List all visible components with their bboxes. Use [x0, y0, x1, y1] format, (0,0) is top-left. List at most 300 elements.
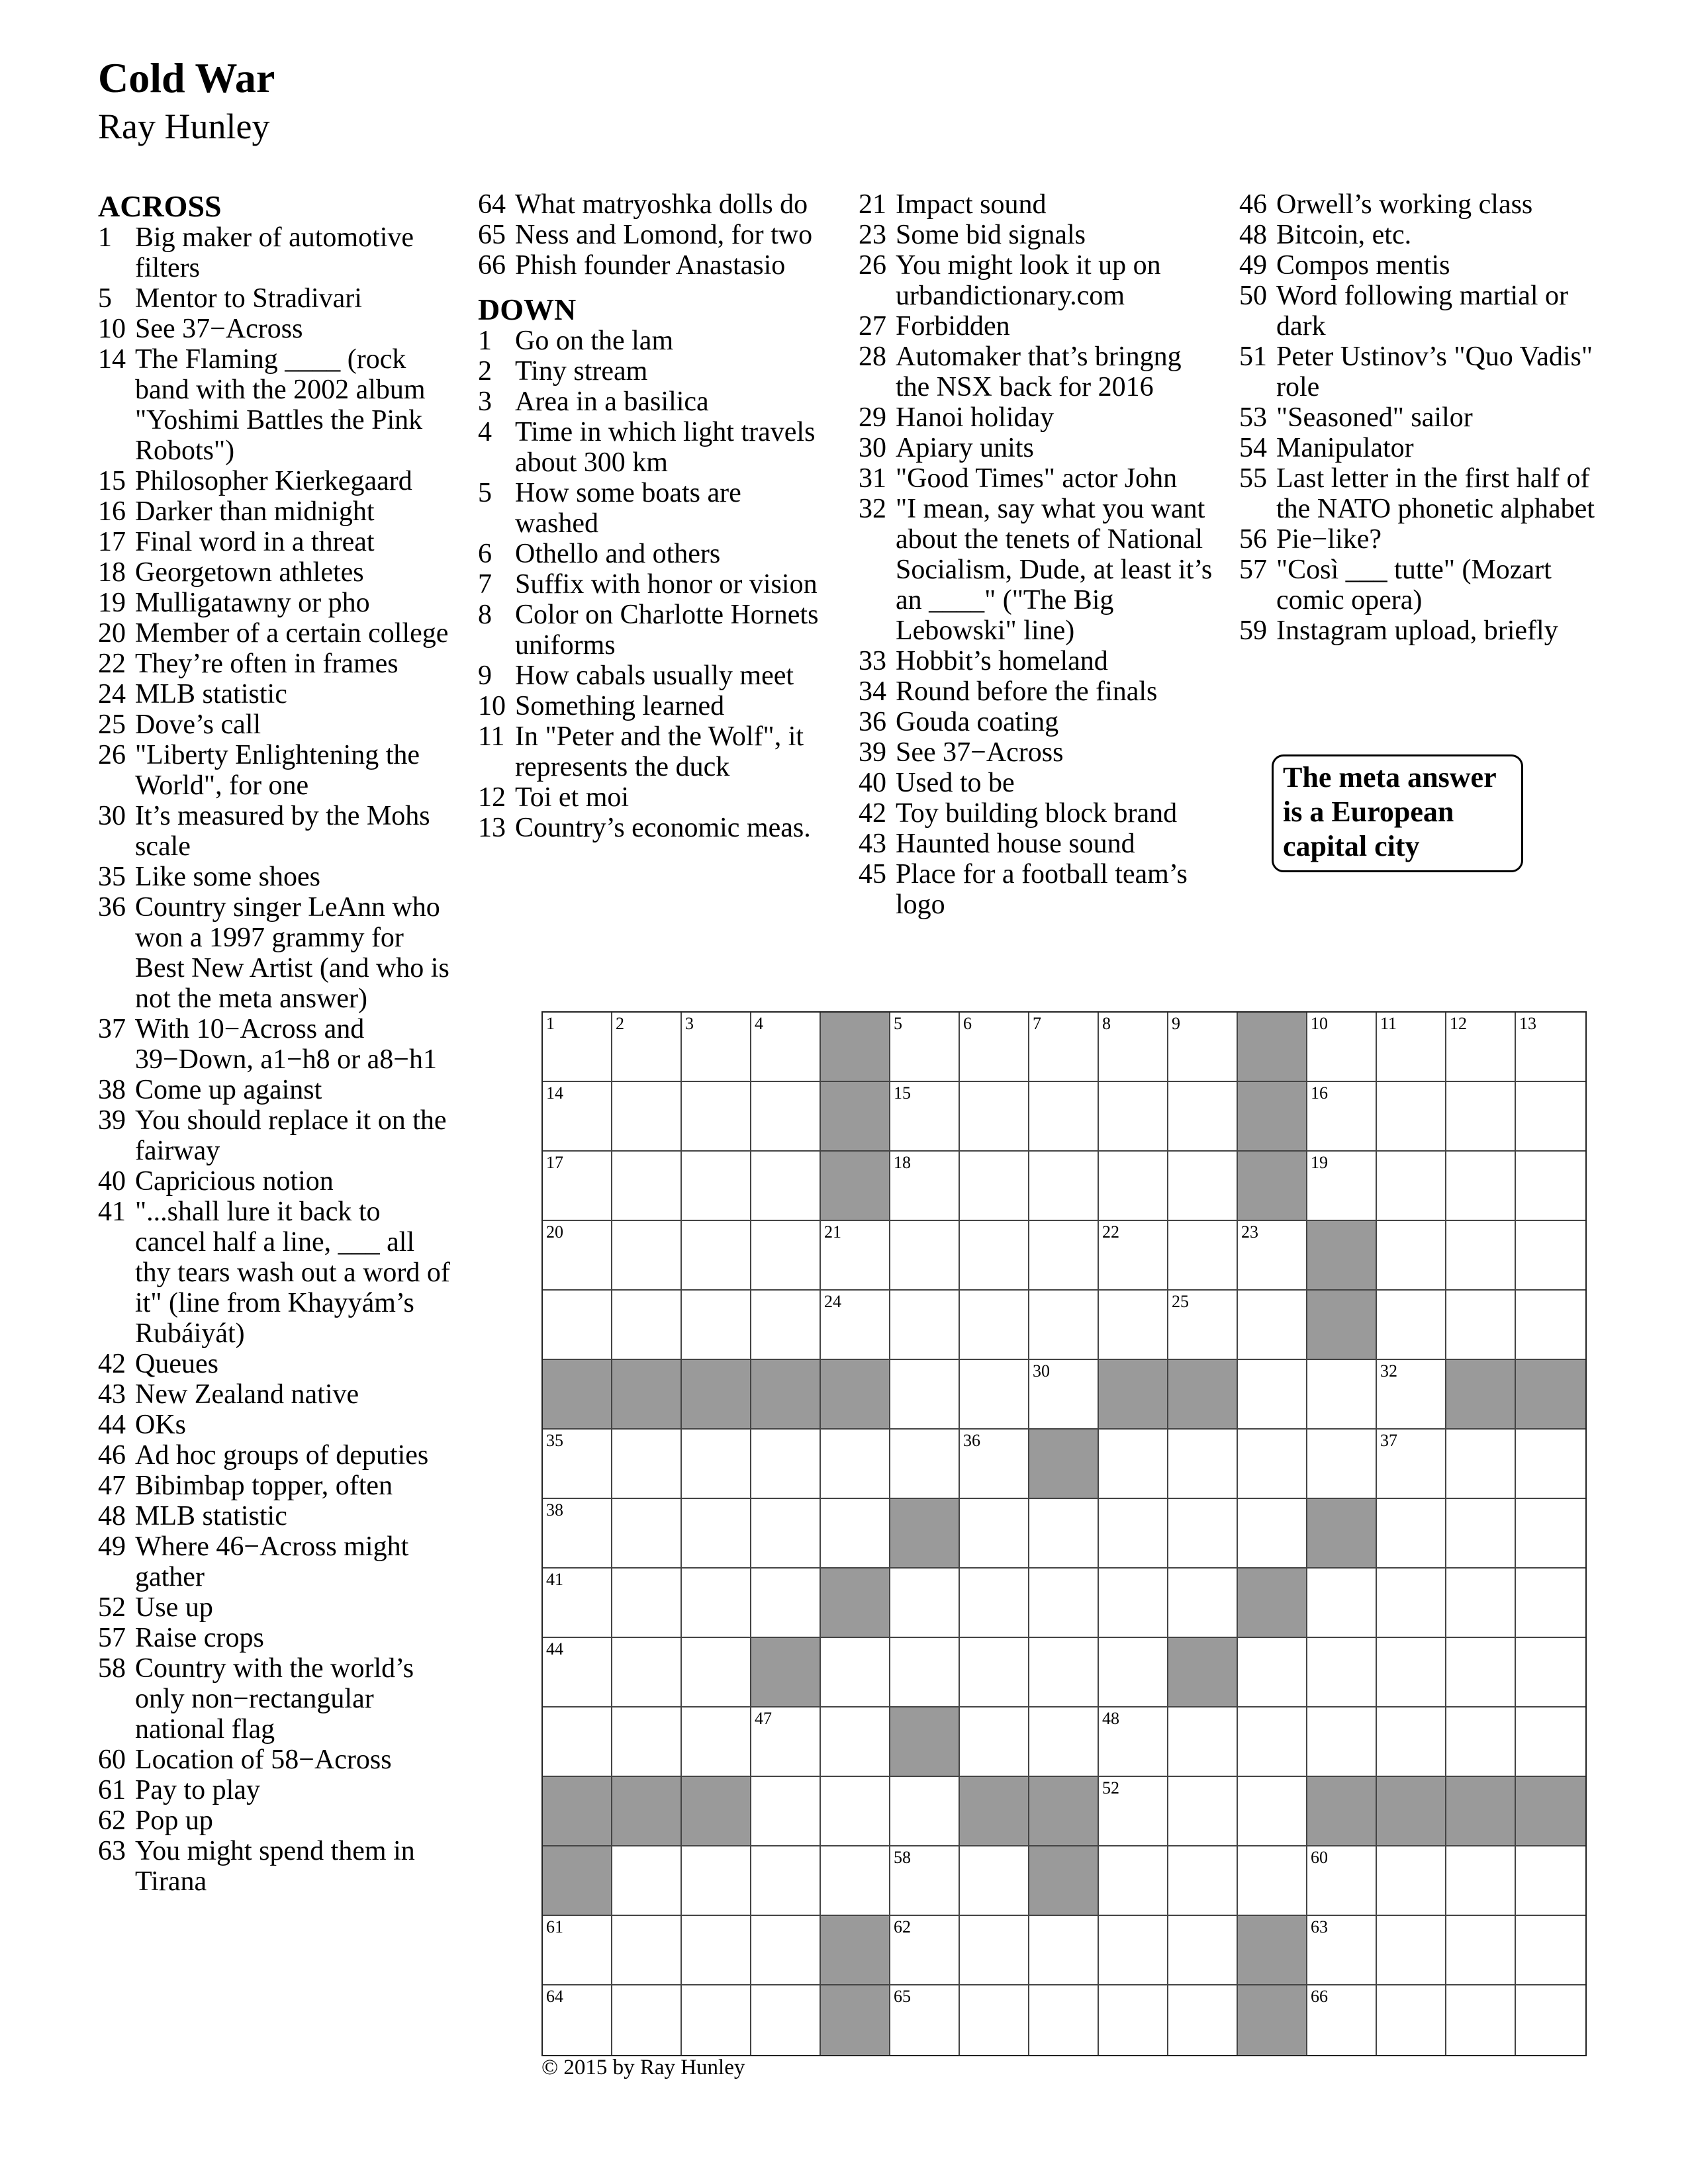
clue-text: Hobbit’s homeland	[896, 646, 1108, 676]
clue-down-55[interactable]	[1239, 463, 1597, 524]
clue-down-4[interactable]	[478, 417, 822, 478]
grid-cell[interactable]	[1168, 1221, 1238, 1291]
grid-cell[interactable]	[1446, 1707, 1516, 1777]
clue-down-29[interactable]	[859, 402, 1216, 433]
grid-cell[interactable]	[960, 1846, 1029, 1916]
grid-cell[interactable]	[682, 1082, 751, 1152]
grid-cell[interactable]	[543, 1082, 612, 1152]
black-square	[821, 1569, 890, 1638]
clue-down-12[interactable]	[478, 782, 822, 813]
grid-cell[interactable]	[612, 1499, 682, 1569]
clue-down-23[interactable]	[859, 220, 1216, 250]
clue-text: "Seasoned" sailor	[1276, 402, 1473, 433]
grid-cell[interactable]	[890, 1291, 960, 1360]
grid-cell[interactable]	[1377, 1430, 1446, 1499]
clue-number: 59	[1239, 615, 1267, 646]
grid-cell[interactable]	[1168, 1916, 1238, 1985]
grid-cell[interactable]	[821, 1499, 890, 1569]
grid-cell[interactable]	[890, 1221, 960, 1291]
grid-cell[interactable]	[682, 1707, 751, 1777]
grid-cell[interactable]	[960, 1499, 1029, 1569]
clue-column-4	[1239, 189, 1597, 646]
clue-down-27[interactable]	[859, 311, 1216, 341]
clue-number: 40	[98, 1166, 126, 1197]
clue-text: Location of 58−Across	[135, 1745, 392, 1775]
grid-cell[interactable]	[890, 1638, 960, 1707]
clue-down-11[interactable]	[478, 721, 822, 782]
grid-cell[interactable]	[1516, 1082, 1585, 1152]
grid-cell[interactable]	[1446, 1846, 1516, 1916]
clue-across-1[interactable]	[98, 222, 455, 283]
clue-across-43[interactable]	[98, 1379, 455, 1410]
grid-cell[interactable]	[1029, 1013, 1099, 1082]
grid-cell[interactable]	[1377, 1707, 1446, 1777]
grid-cell[interactable]	[1446, 1569, 1516, 1638]
grid-cell[interactable]	[1238, 1291, 1307, 1360]
grid-cell[interactable]	[1099, 1985, 1168, 2055]
cell-number: 47	[755, 1709, 772, 1728]
clue-across-39[interactable]	[98, 1105, 455, 1166]
clue-down-6[interactable]	[478, 539, 822, 569]
grid-cell[interactable]	[1307, 1013, 1377, 1082]
grid-cell[interactable]	[890, 1360, 960, 1430]
clue-number: 46	[98, 1440, 126, 1471]
clue-across-10[interactable]	[98, 314, 455, 344]
clue-down-5[interactable]	[478, 478, 822, 539]
grid-cell[interactable]	[960, 1985, 1029, 2055]
grid-cell[interactable]	[612, 1291, 682, 1360]
grid-cell[interactable]	[890, 1916, 960, 1985]
grid-cell[interactable]	[890, 1082, 960, 1152]
clue-down-42[interactable]	[859, 798, 1216, 829]
grid-cell[interactable]	[612, 1013, 682, 1082]
clue-across-65[interactable]	[478, 220, 822, 250]
grid-cell[interactable]	[751, 1985, 821, 2055]
grid-cell[interactable]	[682, 1152, 751, 1221]
clue-number: 52	[98, 1592, 126, 1623]
grid-cell[interactable]	[1029, 1221, 1099, 1291]
grid-cell[interactable]	[751, 1569, 821, 1638]
cell-number: 52	[1102, 1778, 1119, 1797]
clue-across-61[interactable]	[98, 1775, 455, 1805]
grid-cell[interactable]	[543, 1638, 612, 1707]
grid-cell[interactable]	[890, 1846, 960, 1916]
grid-cell[interactable]	[1099, 1777, 1168, 1846]
clue-across-58[interactable]	[98, 1653, 455, 1745]
grid-cell[interactable]	[1377, 1221, 1446, 1291]
clue-down-8[interactable]	[478, 600, 822, 660]
grid-cell[interactable]	[751, 1707, 821, 1777]
grid-cell[interactable]	[751, 1430, 821, 1499]
grid-cell[interactable]	[612, 1152, 682, 1221]
grid-cell[interactable]	[1099, 1569, 1168, 1638]
clue-down-49[interactable]	[1239, 250, 1597, 281]
clue-number: 48	[1239, 220, 1267, 250]
grid-cell[interactable]	[1516, 1569, 1585, 1638]
grid-cell[interactable]	[543, 1013, 612, 1082]
cell-number: 24	[824, 1292, 841, 1311]
grid-cell[interactable]	[682, 1499, 751, 1569]
grid-cell[interactable]	[1168, 1569, 1238, 1638]
grid-cell[interactable]	[1099, 1638, 1168, 1707]
clue-text: Pie−like?	[1276, 524, 1382, 555]
grid-cell[interactable]	[1377, 1846, 1446, 1916]
grid-cell[interactable]	[1168, 1152, 1238, 1221]
grid-cell[interactable]	[960, 1360, 1029, 1430]
grid-cell[interactable]	[1029, 1291, 1099, 1360]
grid-cell[interactable]	[1377, 1638, 1446, 1707]
grid-cell[interactable]	[1307, 1569, 1377, 1638]
clue-across-26[interactable]	[98, 740, 455, 801]
grid-cell[interactable]	[1446, 1013, 1516, 1082]
grid-cell[interactable]	[543, 1221, 612, 1291]
clue-across-62[interactable]	[98, 1805, 455, 1836]
clue-across-30[interactable]	[98, 801, 455, 862]
grid-cell[interactable]	[821, 1707, 890, 1777]
grid-cell[interactable]	[682, 1916, 751, 1985]
clue-across-14[interactable]	[98, 344, 455, 466]
grid-cell[interactable]	[1029, 1152, 1099, 1221]
clue-number: 62	[98, 1805, 126, 1836]
grid-cell[interactable]	[1516, 1985, 1585, 2055]
grid-cell[interactable]	[1029, 1985, 1099, 2055]
grid-cell[interactable]	[612, 1638, 682, 1707]
black-square	[1029, 1846, 1099, 1916]
clue-down-54[interactable]	[1239, 433, 1597, 463]
grid-cell[interactable]	[1099, 1499, 1168, 1569]
grid-cell[interactable]	[821, 1846, 890, 1916]
grid-cell[interactable]	[1307, 1846, 1377, 1916]
grid-cell[interactable]	[1307, 1916, 1377, 1985]
grid-cell[interactable]	[821, 1430, 890, 1499]
grid-cell[interactable]	[1168, 1985, 1238, 2055]
grid-cell[interactable]	[543, 1152, 612, 1221]
grid-cell[interactable]	[1099, 1916, 1168, 1985]
clue-down-46[interactable]	[1239, 189, 1597, 220]
grid-cell[interactable]	[751, 1291, 821, 1360]
clue-across-52[interactable]	[98, 1592, 455, 1623]
clue-down-31[interactable]	[859, 463, 1216, 494]
clue-number: 44	[98, 1410, 126, 1440]
grid-cell[interactable]	[1099, 1082, 1168, 1152]
grid-cell[interactable]	[682, 1846, 751, 1916]
grid-cell[interactable]	[1307, 1152, 1377, 1221]
grid-cell[interactable]	[960, 1430, 1029, 1499]
clue-down-51[interactable]	[1239, 341, 1597, 402]
grid-cell[interactable]	[751, 1846, 821, 1916]
clue-number: 32	[859, 494, 886, 524]
grid-cell[interactable]	[960, 1569, 1029, 1638]
clue-across-17[interactable]	[98, 527, 455, 557]
clue-across-40[interactable]	[98, 1166, 455, 1197]
grid-cell[interactable]	[612, 1916, 682, 1985]
grid-cell[interactable]	[1099, 1152, 1168, 1221]
grid-cell[interactable]	[1307, 1985, 1377, 2055]
clue-across-60[interactable]	[98, 1745, 455, 1775]
grid-cell[interactable]	[1168, 1430, 1238, 1499]
clue-down-57[interactable]	[1239, 555, 1597, 615]
grid-cell[interactable]	[1307, 1360, 1377, 1430]
clue-down-21[interactable]	[859, 189, 1216, 220]
clue-across-19[interactable]	[98, 588, 455, 618]
grid-cell[interactable]	[543, 1430, 612, 1499]
grid-cell[interactable]	[890, 1985, 960, 2055]
grid-cell[interactable]	[1516, 1152, 1585, 1221]
grid-cell[interactable]	[682, 1221, 751, 1291]
grid-cell[interactable]	[1168, 1082, 1238, 1152]
clue-across-15[interactable]	[98, 466, 455, 496]
grid-cell[interactable]	[1099, 1430, 1168, 1499]
grid-cell[interactable]	[960, 1916, 1029, 1985]
grid-cell[interactable]	[751, 1082, 821, 1152]
grid-cell[interactable]	[890, 1777, 960, 1846]
grid-cell[interactable]	[612, 1082, 682, 1152]
grid-cell[interactable]	[682, 1291, 751, 1360]
grid-cell[interactable]	[751, 1499, 821, 1569]
grid-cell[interactable]	[1516, 1221, 1585, 1291]
grid-cell[interactable]	[1446, 1916, 1516, 1985]
grid-cell[interactable]	[1307, 1430, 1377, 1499]
clue-down-1[interactable]	[478, 326, 822, 356]
grid-cell[interactable]	[1307, 1638, 1377, 1707]
grid-cell[interactable]	[1446, 1638, 1516, 1707]
grid-cell[interactable]	[1029, 1916, 1099, 1985]
grid-cell[interactable]	[751, 1916, 821, 1985]
grid-cell[interactable]	[1238, 1360, 1307, 1430]
grid-cell[interactable]	[1099, 1013, 1168, 1082]
clue-number: 19	[98, 588, 126, 618]
clue-down-3[interactable]	[478, 387, 822, 417]
grid-cell[interactable]	[1377, 1499, 1446, 1569]
grid-cell[interactable]	[1377, 1916, 1446, 1985]
grid-cell[interactable]	[1446, 1985, 1516, 2055]
clue-number: 1	[98, 222, 112, 253]
grid-cell[interactable]	[1238, 1221, 1307, 1291]
clue-down-53[interactable]	[1239, 402, 1597, 433]
grid-cell[interactable]	[960, 1152, 1029, 1221]
grid-cell[interactable]	[543, 1916, 612, 1985]
clue-text: Ad hoc groups of deputies	[135, 1440, 429, 1471]
clue-down-36[interactable]	[859, 707, 1216, 737]
clue-across-20[interactable]	[98, 618, 455, 649]
grid-cell[interactable]	[612, 1430, 682, 1499]
clue-down-7[interactable]	[478, 569, 822, 600]
grid-cell[interactable]	[1029, 1569, 1099, 1638]
grid-cell[interactable]	[1168, 1013, 1238, 1082]
grid-cell[interactable]	[612, 1569, 682, 1638]
grid-cell[interactable]	[890, 1430, 960, 1499]
grid-cell[interactable]	[821, 1777, 890, 1846]
clue-down-40[interactable]	[859, 768, 1216, 798]
grid-cell[interactable]	[1238, 1638, 1307, 1707]
grid-cell[interactable]	[1446, 1082, 1516, 1152]
grid-cell[interactable]	[612, 1221, 682, 1291]
clue-number: 66	[478, 250, 506, 281]
clue-number: 5	[478, 478, 492, 508]
clue-text: Used to be	[896, 768, 1015, 798]
grid-cell[interactable]	[1168, 1499, 1238, 1569]
clue-down-9[interactable]	[478, 660, 822, 691]
grid-cell[interactable]	[890, 1152, 960, 1221]
clue-number: 23	[859, 220, 886, 250]
grid-cell[interactable]	[1516, 1707, 1585, 1777]
clue-across-16[interactable]	[98, 496, 455, 527]
grid-cell[interactable]	[1516, 1291, 1585, 1360]
grid-cell[interactable]	[1238, 1777, 1307, 1846]
clue-across-48[interactable]	[98, 1501, 455, 1531]
clue-down-10[interactable]	[478, 691, 822, 721]
grid-cell[interactable]	[1377, 1013, 1446, 1082]
grid-cell[interactable]	[1446, 1152, 1516, 1221]
grid-cell[interactable]	[1516, 1846, 1585, 1916]
clue-across-63[interactable]	[98, 1836, 455, 1897]
clue-text: Come up against	[135, 1075, 322, 1105]
clue-across-42[interactable]	[98, 1349, 455, 1379]
grid-cell[interactable]	[821, 1638, 890, 1707]
grid-cell[interactable]	[960, 1291, 1029, 1360]
grid-cell[interactable]	[682, 1569, 751, 1638]
clue-across-38[interactable]	[98, 1075, 455, 1105]
clue-number: 49	[1239, 250, 1267, 281]
grid-cell[interactable]	[1377, 1569, 1446, 1638]
grid-cell[interactable]	[1516, 1013, 1585, 1082]
clue-across-5[interactable]	[98, 283, 455, 314]
grid-cell[interactable]	[1377, 1082, 1446, 1152]
grid-cell[interactable]	[1029, 1360, 1099, 1430]
clue-text: The Flaming ____ (rock band with the 2002 album "Yoshimi Battles the Pink Robots")	[135, 344, 426, 466]
grid-cell[interactable]	[682, 1430, 751, 1499]
grid-cell[interactable]	[1238, 1499, 1307, 1569]
clue-across-37[interactable]	[98, 1014, 455, 1075]
clue-text: Forbidden	[896, 311, 1010, 341]
grid-cell[interactable]	[612, 1846, 682, 1916]
grid-cell[interactable]	[543, 1499, 612, 1569]
grid-cell[interactable]	[751, 1221, 821, 1291]
grid-cell[interactable]	[821, 1291, 890, 1360]
clue-across-41[interactable]	[98, 1197, 455, 1349]
grid-cell[interactable]	[1516, 1430, 1585, 1499]
grid-cell[interactable]	[1168, 1707, 1238, 1777]
clue-across-64[interactable]	[478, 189, 822, 220]
grid-cell[interactable]	[960, 1638, 1029, 1707]
grid-cell[interactable]	[1446, 1430, 1516, 1499]
grid-cell[interactable]	[1446, 1291, 1516, 1360]
grid-cell[interactable]	[1099, 1707, 1168, 1777]
grid-cell[interactable]	[543, 1985, 612, 2055]
grid-cell[interactable]	[543, 1707, 612, 1777]
cell-number: 22	[1102, 1222, 1119, 1242]
grid-cell[interactable]	[1029, 1082, 1099, 1152]
clue-across-36[interactable]	[98, 892, 455, 1014]
clue-text: Pay to play	[135, 1775, 260, 1805]
grid-cell[interactable]	[1516, 1638, 1585, 1707]
grid-cell[interactable]	[1238, 1707, 1307, 1777]
grid-cell[interactable]	[1446, 1221, 1516, 1291]
grid-cell[interactable]	[960, 1707, 1029, 1777]
clue-across-46[interactable]	[98, 1440, 455, 1471]
grid-cell[interactable]	[543, 1569, 612, 1638]
grid-cell[interactable]	[1238, 1846, 1307, 1916]
clue-down-43[interactable]	[859, 829, 1216, 859]
grid-cell[interactable]	[682, 1985, 751, 2055]
grid-cell[interactable]	[1099, 1291, 1168, 1360]
grid-cell[interactable]	[612, 1707, 682, 1777]
grid-cell[interactable]	[1099, 1221, 1168, 1291]
clue-across-66[interactable]	[478, 250, 822, 281]
grid-cell[interactable]	[1029, 1638, 1099, 1707]
grid-cell[interactable]	[1238, 1430, 1307, 1499]
clue-down-39[interactable]	[859, 737, 1216, 768]
clue-down-45[interactable]	[859, 859, 1216, 920]
clue-down-13[interactable]	[478, 813, 822, 843]
grid-cell[interactable]	[682, 1638, 751, 1707]
grid-cell[interactable]	[1029, 1707, 1099, 1777]
grid-cell[interactable]	[1516, 1499, 1585, 1569]
grid-cell[interactable]	[1377, 1291, 1446, 1360]
grid-cell[interactable]	[1377, 1152, 1446, 1221]
clue-across-57[interactable]	[98, 1623, 455, 1653]
grid-cell[interactable]	[1307, 1082, 1377, 1152]
clue-down-56[interactable]	[1239, 524, 1597, 555]
clue-down-26[interactable]	[859, 250, 1216, 311]
grid-cell[interactable]	[1377, 1360, 1446, 1430]
grid-cell[interactable]	[1029, 1499, 1099, 1569]
grid-cell[interactable]	[1516, 1916, 1585, 1985]
grid-cell[interactable]	[960, 1082, 1029, 1152]
grid-cell[interactable]	[751, 1777, 821, 1846]
grid-cell[interactable]	[1307, 1707, 1377, 1777]
clue-text: "Così ___ tutte" (Mozart comic opera)	[1276, 555, 1552, 615]
clue-across-47[interactable]	[98, 1471, 455, 1501]
clue-down-34[interactable]	[859, 676, 1216, 707]
grid-cell[interactable]	[1099, 1846, 1168, 1916]
clue-down-50[interactable]	[1239, 281, 1597, 341]
down-header: DOWN	[478, 293, 577, 326]
grid-cell[interactable]	[612, 1985, 682, 2055]
grid-cell[interactable]	[682, 1013, 751, 1082]
grid-cell[interactable]	[1168, 1777, 1238, 1846]
clue-across-44[interactable]	[98, 1410, 455, 1440]
grid-cell[interactable]	[1168, 1846, 1238, 1916]
grid-cell[interactable]	[1168, 1291, 1238, 1360]
clue-down-33[interactable]	[859, 646, 1216, 676]
clue-down-28[interactable]	[859, 341, 1216, 402]
grid-cell[interactable]	[890, 1013, 960, 1082]
clue-number: 51	[1239, 341, 1267, 372]
grid-cell[interactable]	[1377, 1985, 1446, 2055]
clue-down-32[interactable]	[859, 494, 1216, 646]
grid-cell[interactable]	[960, 1013, 1029, 1082]
clue-down-30[interactable]	[859, 433, 1216, 463]
clue-across-49[interactable]	[98, 1531, 455, 1592]
clue-down-59[interactable]	[1239, 615, 1597, 646]
clue-across-24[interactable]	[98, 679, 455, 709]
clue-down-48[interactable]	[1239, 220, 1597, 250]
clue-across-25[interactable]	[98, 709, 455, 740]
grid-cell[interactable]	[543, 1291, 612, 1360]
grid-cell[interactable]	[751, 1013, 821, 1082]
grid-cell[interactable]	[821, 1221, 890, 1291]
clue-across-22[interactable]	[98, 649, 455, 679]
grid-cell[interactable]	[890, 1569, 960, 1638]
clue-across-35[interactable]	[98, 862, 455, 892]
grid-cell[interactable]	[751, 1152, 821, 1221]
grid-cell[interactable]	[1446, 1499, 1516, 1569]
clue-down-2[interactable]	[478, 356, 822, 387]
clue-number: 50	[1239, 281, 1267, 311]
grid-cell[interactable]	[960, 1221, 1029, 1291]
clue-across-18[interactable]	[98, 557, 455, 588]
